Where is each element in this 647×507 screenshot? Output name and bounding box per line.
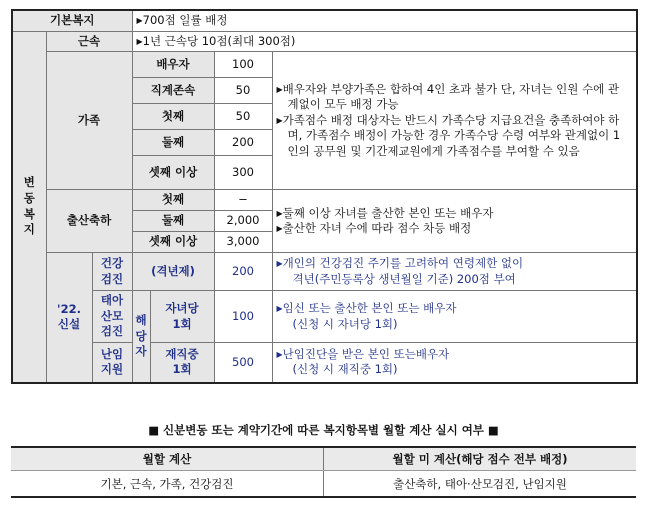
fetal-checkup-label: 태아 산모 검진 — [92, 291, 132, 343]
summary-header-row — [11, 447, 636, 471]
service-text: 1년 근속당 10점(최대 300점) — [142, 33, 296, 48]
health-checkup-note: ▶개인의 건강검진 주기를 고려하여 연령제한 없이 격년(주민등록상 생년월일 기준) 200점 부여 — [272, 253, 637, 291]
health-checkup-value: 200 — [214, 253, 272, 291]
childbirth-item-label: 첫째 — [132, 190, 214, 211]
triangle-bullet-icon: ▶ — [276, 84, 283, 94]
basic-row — [12, 10, 637, 31]
service-label: 근속 — [46, 31, 132, 52]
health-checkup-label: 건강 검진 — [92, 253, 132, 291]
family-row — [12, 52, 637, 78]
infertility-note: ▶난임진단을 받은 본인 또는배우자 (신청 시 재직중 1회) — [272, 343, 637, 383]
triangle-bullet-icon: ▶ — [276, 224, 283, 234]
summary-value-row — [11, 471, 636, 498]
triangle-bullet-icon: ▶ — [276, 208, 283, 218]
family-label: 가족 — [46, 52, 132, 190]
family-item-label: 둘째 — [132, 130, 214, 156]
childbirth-item-value: − — [214, 190, 272, 211]
childbirth-item-value: 3,000 — [214, 232, 272, 253]
family-item-label: 직계존속 — [132, 78, 214, 104]
prorated-items: 기본, 근속, 가족, 건강검진 — [11, 471, 324, 498]
triangle-bullet-icon: ▶ — [276, 259, 283, 269]
eligible-person-label: 해 당 자 — [132, 291, 150, 383]
triangle-bullet-icon: ▶ — [276, 304, 283, 314]
childbirth-item-label: 둘째 — [132, 211, 214, 232]
family-item-value: 300 — [214, 156, 272, 190]
infertility-label: 난임 지원 — [92, 343, 132, 383]
fetal-checkup-row — [12, 291, 637, 343]
basic-label: 기본복지 — [12, 10, 132, 31]
family-item-label: 배우자 — [132, 52, 214, 78]
variable-welfare-label: 변 동 복 지 — [12, 31, 46, 383]
infertility-row — [12, 343, 637, 383]
basic-text: 700점 일률 배정 — [142, 13, 228, 27]
family-item-value: 50 — [214, 78, 272, 104]
prorate-note-title: ■ 신분변동 또는 계약기간에 따른 복지항목별 월할 계산 실시 여부 ■ — [148, 423, 499, 437]
childbirth-item-value: 2,000 — [214, 211, 272, 232]
family-item-label: 첫째 — [132, 104, 214, 130]
childbirth-row — [12, 190, 637, 211]
not-prorated-header: 월할 미 계산(해당 점수 전부 배정) — [324, 447, 637, 471]
childbirth-notes: ▶둘째 이상 자녀를 출산한 본인 또는 배우자 ▶출산한 자녀 수에 따라 점수 차등 배정 — [272, 190, 637, 253]
triangle-bullet-icon: ▶ — [136, 36, 143, 46]
family-notes: ▶배우자와 부양가족은 합하여 4인 초과 불가 단, 자녀는 인원 수에 관계없이 모두 배정 가능 ▶가족점수 배정 대상자는 반드시 가족수당 지급요건을 충족하여야 하며, 가족점수 배정이 가능한 경우 가족수당 수령 여부와 관계없이 1인의 공무원 및 기간제교원에게 가족점수를 부여할 수 있음 — [272, 52, 637, 190]
fetal-checkup-value: 100 — [214, 291, 272, 343]
welfare-points-table — [11, 9, 638, 384]
childbirth-label: 출산축하 — [46, 190, 132, 253]
prorate-summary-table — [11, 446, 636, 498]
triangle-bullet-icon: ▶ — [136, 16, 143, 25]
infertility-value: 500 — [214, 343, 272, 383]
family-item-value: 200 — [214, 130, 272, 156]
infertility-condition: 재직중 1회 — [150, 343, 214, 383]
family-item-label: 셋째 이상 — [132, 156, 214, 190]
childbirth-item-label: 셋째 이상 — [132, 232, 214, 253]
health-checkup-condition: (격년제) — [132, 253, 214, 291]
fetal-checkup-condition: 자녀당 1회 — [150, 291, 214, 343]
prorated-header: 월할 계산 — [11, 447, 324, 471]
service-row — [12, 31, 637, 52]
triangle-bullet-icon: ▶ — [276, 115, 283, 125]
family-item-value: 100 — [214, 52, 272, 78]
fetal-checkup-note: ▶임신 또는 출산한 본인 또는 배우자 (신청 시 자녀당 1회) — [272, 291, 637, 343]
new-2022-label: '22. 신설 — [46, 253, 92, 383]
health-checkup-row — [12, 253, 637, 291]
triangle-bullet-icon: ▶ — [276, 349, 283, 359]
family-item-value: 50 — [214, 104, 272, 130]
not-prorated-items: 출산축하, 태아·산모검진, 난임지원 — [324, 471, 637, 498]
